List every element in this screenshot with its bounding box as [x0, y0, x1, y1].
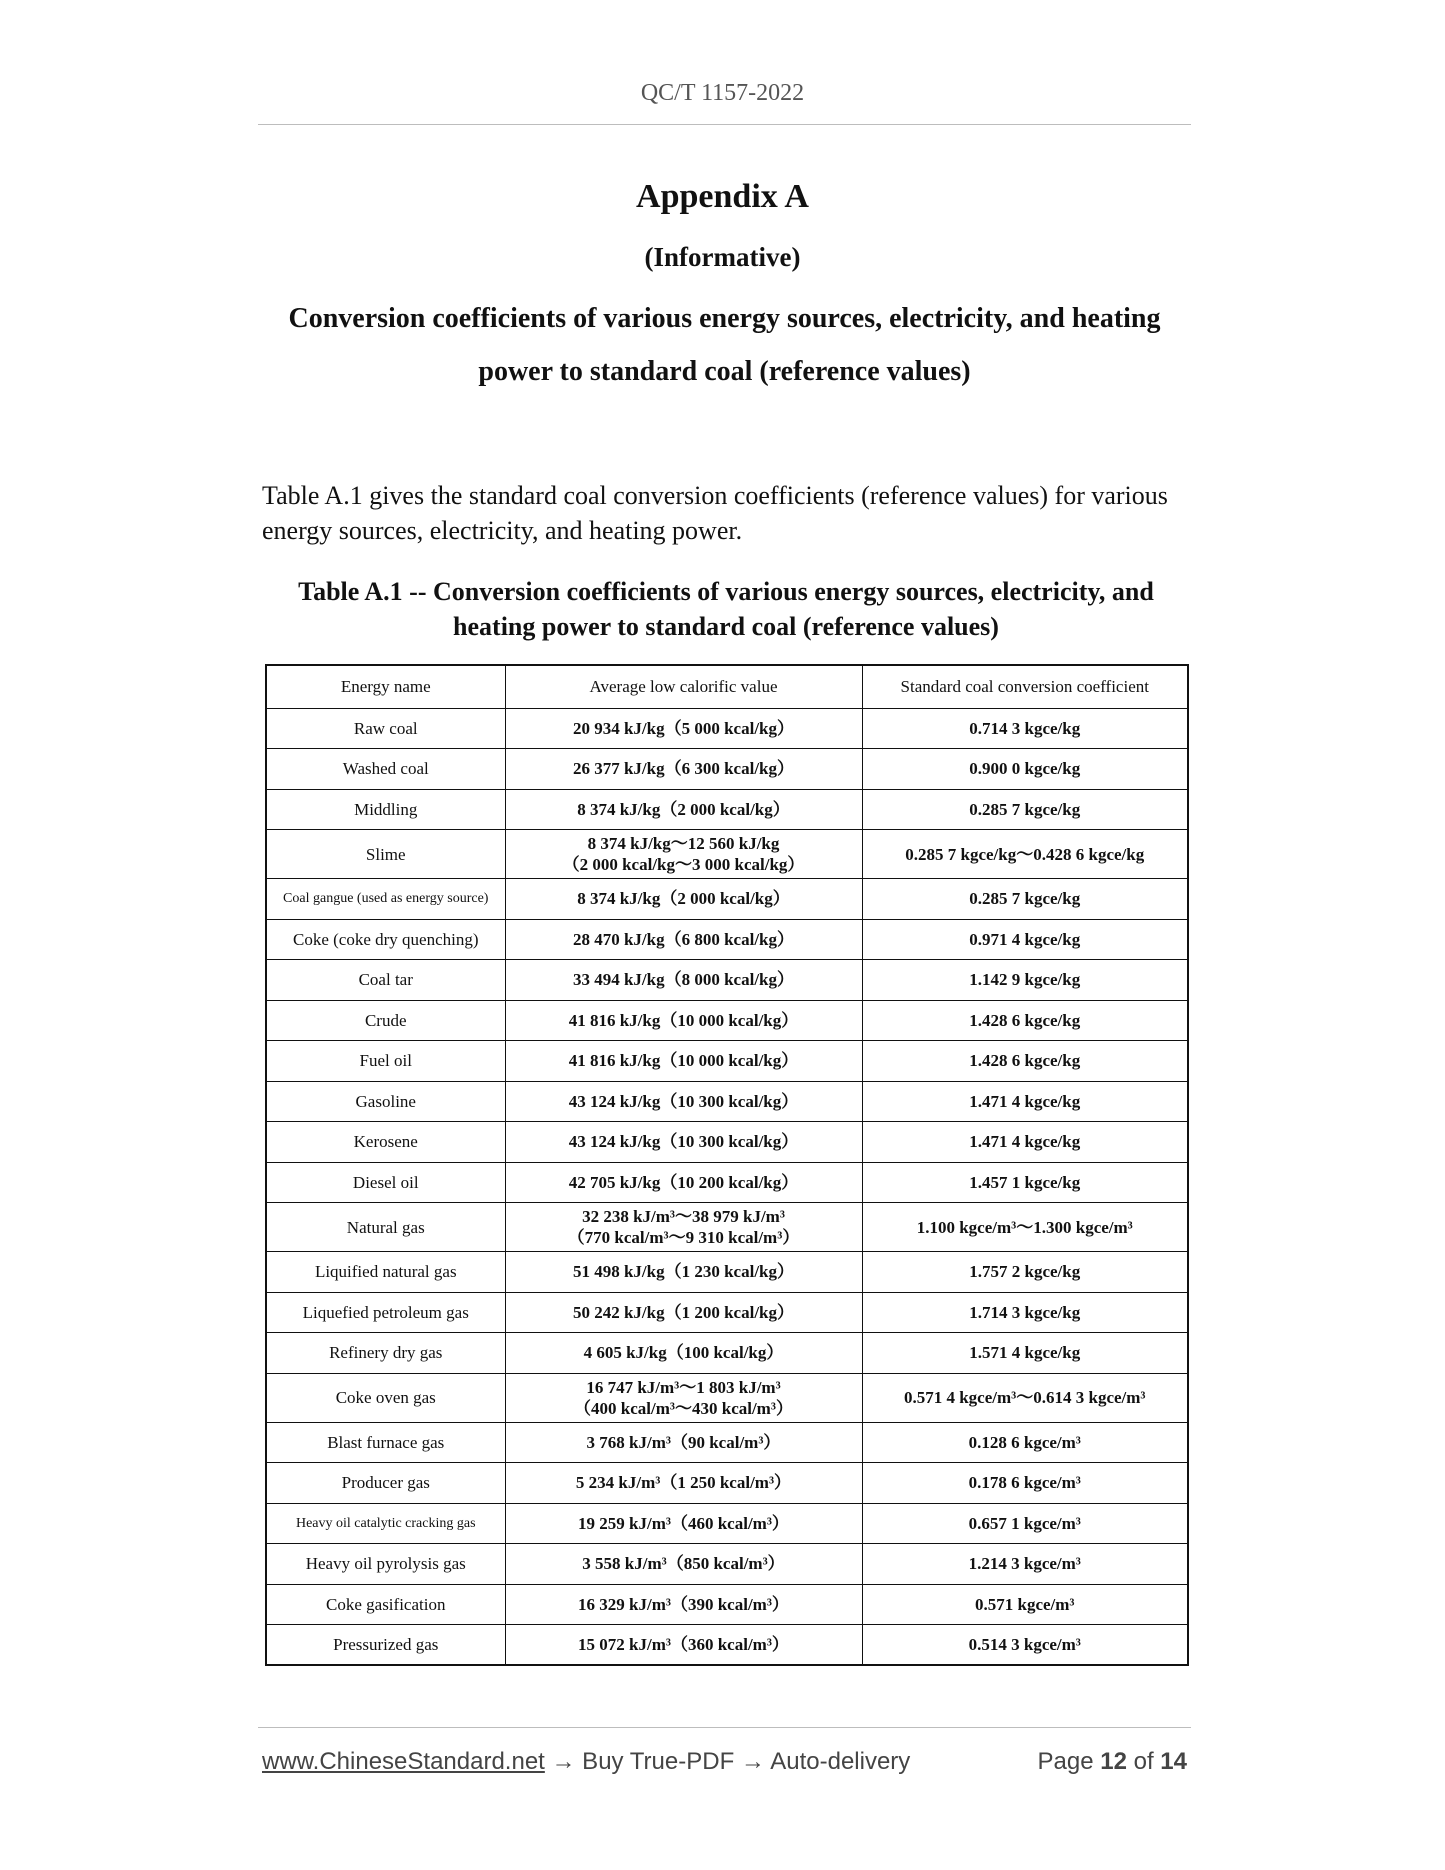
header-calorific-value: Average low calorific value: [505, 665, 862, 708]
table-row: [266, 1544, 1188, 1585]
conversion-coefficient-cell: 0.571 kgce/m³: [862, 1584, 1188, 1625]
calorific-value-line: 42 705 kJ/kg（10 200 kcal/kg）: [568, 1172, 799, 1192]
calorific-value-line: 8 374 kJ/kg～12 560 kJ/kg: [587, 834, 780, 853]
calorific-value-line: 5 234 kJ/m³（1 250 kcal/m³）: [575, 1473, 792, 1493]
table-row: [266, 1422, 1188, 1463]
conversion-coefficient-cell: 1.714 3 kgce/kg: [862, 1292, 1188, 1333]
calorific-value-cell: [505, 1373, 862, 1422]
calorific-value-cell: [505, 919, 862, 960]
conversion-coefficient-cell: 1.457 1 kgce/kg: [862, 1162, 1188, 1203]
calorific-value-cell: [505, 749, 862, 790]
table-row: [266, 1162, 1188, 1203]
conversion-coefficient-cell: 0.900 0 kgce/kg: [862, 749, 1188, 790]
energy-name-cell: Natural gas: [266, 1203, 505, 1252]
table-row: [266, 1252, 1188, 1293]
header-conversion-coefficient: Standard coal conversion coefficient: [862, 665, 1188, 708]
calorific-value-line: 26 377 kJ/kg（6 300 kcal/kg）: [572, 759, 795, 779]
calorific-value-cell: [505, 1162, 862, 1203]
footer-divider: [258, 1727, 1191, 1728]
table-row: [266, 1203, 1188, 1252]
page-total: 14: [1160, 1748, 1187, 1775]
conversion-coefficient-cell: 1.428 6 kgce/kg: [862, 1000, 1188, 1041]
calorific-value-line: 51 498 kJ/kg（1 230 kcal/kg）: [572, 1262, 795, 1282]
calorific-value-line: 43 124 kJ/kg（10 300 kcal/kg）: [568, 1132, 799, 1152]
calorific-value-cell: [505, 789, 862, 830]
calorific-value-cell: [505, 708, 862, 749]
energy-name-cell: Coke gasification: [266, 1584, 505, 1625]
conversion-coefficient-cell: 0.178 6 kgce/m³: [862, 1463, 1188, 1504]
calorific-value-cell: [505, 1203, 862, 1252]
header-divider: [258, 124, 1191, 125]
calorific-value-line-2: （400 kcal/m³～430 kcal/m³）: [574, 1398, 793, 1418]
table-row: [266, 1463, 1188, 1504]
conversion-coefficient-cell: 0.285 7 kgce/kg～0.428 6 kgce/kg: [862, 830, 1188, 879]
energy-name-cell: Refinery dry gas: [266, 1333, 505, 1374]
table-row: [266, 1000, 1188, 1041]
calorific-value-line: 15 072 kJ/m³（360 kcal/m³）: [578, 1635, 789, 1654]
conversion-coefficient-cell: 1.471 4 kgce/kg: [862, 1081, 1188, 1122]
conversion-coefficient-cell: 1.757 2 kgce/kg: [862, 1252, 1188, 1293]
energy-name-cell: Coke oven gas: [266, 1373, 505, 1422]
energy-name-cell: Liquified natural gas: [266, 1252, 505, 1293]
calorific-value-cell: [505, 1122, 862, 1163]
calorific-value-cell: [505, 1252, 862, 1293]
conversion-coefficient-cell: 1.100 kgce/m³～1.300 kgce/m³: [862, 1203, 1188, 1252]
calorific-value-cell: [505, 1584, 862, 1625]
calorific-value-line: 33 494 kJ/kg（8 000 kcal/kg）: [572, 970, 795, 990]
calorific-value-cell: [505, 1081, 862, 1122]
calorific-value-cell: [505, 1422, 862, 1463]
table-row: [266, 1122, 1188, 1163]
page-label: Page: [1037, 1748, 1094, 1775]
conversion-coefficient-cell: 1.214 3 kgce/m³: [862, 1544, 1188, 1585]
calorific-value-line: 20 934 kJ/kg（5 000 kcal/kg）: [572, 718, 795, 738]
energy-name-cell: Liquefied petroleum gas: [266, 1292, 505, 1333]
energy-name-cell: Blast furnace gas: [266, 1422, 505, 1463]
header-energy-name: Energy name: [266, 665, 505, 708]
page-current: 12: [1100, 1748, 1127, 1775]
table-row: [266, 830, 1188, 879]
energy-name-cell: Coal gangue (used as energy source): [266, 879, 505, 920]
energy-name-cell: Middling: [266, 789, 505, 830]
conversion-coefficient-cell: 0.714 3 kgce/kg: [862, 708, 1188, 749]
footer-promo: [262, 1748, 910, 1776]
calorific-value-line: 3 558 kJ/m³（850 kcal/m³）: [582, 1554, 785, 1574]
energy-name-cell: Crude: [266, 1000, 505, 1041]
conversion-coefficient-cell: 0.571 4 kgce/m³～0.614 3 kgce/m³: [862, 1373, 1188, 1422]
calorific-value-line: 41 816 kJ/kg（10 000 kcal/kg）: [568, 1010, 799, 1030]
calorific-value-cell: [505, 830, 862, 879]
calorific-value-cell: [505, 1503, 862, 1544]
table-row: [266, 1625, 1188, 1666]
conversion-coefficient-cell: 1.428 6 kgce/kg: [862, 1041, 1188, 1082]
energy-name-cell: Pressurized gas: [266, 1625, 505, 1666]
table-row: [266, 1373, 1188, 1422]
energy-name-cell: Coke (coke dry quenching): [266, 919, 505, 960]
energy-name-cell: Fuel oil: [266, 1041, 505, 1082]
energy-name-cell: Washed coal: [266, 749, 505, 790]
table-caption: Table A.1 -- Conversion coefficients of various energy sources, electricity, and heating power to standard coal (reference values): [298, 577, 1154, 641]
calorific-value-line: 4 605 kJ/kg（100 kcal/kg）: [583, 1343, 784, 1363]
calorific-value-cell: [505, 960, 862, 1001]
table-row: [266, 789, 1188, 830]
energy-name-cell: Heavy oil pyrolysis gas: [266, 1544, 505, 1585]
energy-name-cell: Diesel oil: [266, 1162, 505, 1203]
table-row: [266, 1292, 1188, 1333]
calorific-value-cell: [505, 1463, 862, 1504]
calorific-value-line-2: （770 kcal/m³～9 310 kcal/m³）: [567, 1228, 800, 1247]
table-row: [266, 708, 1188, 749]
conversion-coefficient-cell: 1.142 9 kgce/kg: [862, 960, 1188, 1001]
table-header-row: [266, 665, 1188, 708]
calorific-value-cell: [505, 1000, 862, 1041]
calorific-value-cell: [505, 879, 862, 920]
conversion-coefficient-cell: 0.128 6 kgce/m³: [862, 1422, 1188, 1463]
calorific-value-line: 19 259 kJ/m³（460 kcal/m³）: [578, 1513, 789, 1533]
conversion-coefficient-cell: 0.657 1 kgce/m³: [862, 1503, 1188, 1544]
appendix-title: Appendix A: [636, 178, 809, 215]
document-number: QC/T 1157-2022: [640, 80, 805, 106]
conversion-coefficient-cell: 0.285 7 kgce/kg: [862, 879, 1188, 920]
table-row: [266, 879, 1188, 920]
calorific-value-line: 41 816 kJ/kg（10 000 kcal/kg）: [568, 1051, 799, 1071]
calorific-value-line: 32 238 kJ/m³～38 979 kJ/m³: [582, 1207, 785, 1226]
energy-name-cell: Kerosene: [266, 1122, 505, 1163]
appendix-note: (Informative): [644, 242, 801, 272]
table-row: [266, 1584, 1188, 1625]
calorific-value-line: 28 470 kJ/kg（6 800 kcal/kg）: [572, 929, 795, 949]
calorific-value-cell: [505, 1333, 862, 1374]
table-row: [266, 919, 1188, 960]
page-indicator: [1038, 1748, 1188, 1776]
calorific-value-line: 8 374 kJ/kg（2 000 kcal/kg）: [577, 889, 790, 909]
calorific-value-cell: [505, 1625, 862, 1666]
conversion-coefficient-cell: 0.971 4 kgce/kg: [862, 919, 1188, 960]
calorific-value-cell: [505, 1544, 862, 1585]
calorific-value-line: 50 242 kJ/kg（1 200 kcal/kg）: [572, 1302, 795, 1322]
table-row: [266, 960, 1188, 1001]
appendix-heading: Conversion coefficients of various energy sources, electricity, and heating power to standard coal (reference values): [288, 303, 1161, 387]
intro-paragraph: Table A.1 gives the standard coal conversion coefficients (reference values) for various energy sources, electricity, and heating power.: [262, 481, 1168, 545]
energy-name-cell: Slime: [266, 830, 505, 879]
calorific-value-line: 43 124 kJ/kg（10 300 kcal/kg）: [568, 1091, 799, 1111]
table-row: [266, 1333, 1188, 1374]
calorific-value-cell: [505, 1041, 862, 1082]
table-row: [266, 1081, 1188, 1122]
promo-text: → Buy True-PDF → Auto-delivery: [551, 1748, 911, 1775]
site-link[interactable]: www.ChineseStandard.net: [262, 1748, 545, 1775]
calorific-value-line-2: （2 000 kcal/kg～3 000 kcal/kg）: [562, 855, 805, 874]
energy-name-cell: Producer gas: [266, 1463, 505, 1504]
calorific-value-cell: [505, 1292, 862, 1333]
energy-name-cell: Raw coal: [266, 708, 505, 749]
conversion-coefficient-cell: 1.471 4 kgce/kg: [862, 1122, 1188, 1163]
conversion-coefficient-cell: 0.285 7 kgce/kg: [862, 789, 1188, 830]
calorific-value-line: 3 768 kJ/m³（90 kcal/m³）: [586, 1432, 781, 1452]
conversion-coefficient-cell: 0.514 3 kgce/m³: [862, 1625, 1188, 1666]
energy-name-cell: Heavy oil catalytic cracking gas: [266, 1503, 505, 1544]
page-of: of: [1133, 1748, 1154, 1775]
calorific-value-line: 16 329 kJ/m³（390 kcal/m³）: [578, 1594, 789, 1614]
table-row: [266, 1041, 1188, 1082]
conversion-coefficient-cell: 1.571 4 kgce/kg: [862, 1333, 1188, 1374]
energy-name-cell: Gasoline: [266, 1081, 505, 1122]
calorific-value-line: 8 374 kJ/kg（2 000 kcal/kg）: [577, 799, 790, 819]
calorific-value-line: 16 747 kJ/m³～1 803 kJ/m³: [586, 1377, 781, 1397]
conversion-table: [265, 664, 1189, 1666]
energy-name-cell: Coal tar: [266, 960, 505, 1001]
table-row: [266, 749, 1188, 790]
table-row: [266, 1503, 1188, 1544]
